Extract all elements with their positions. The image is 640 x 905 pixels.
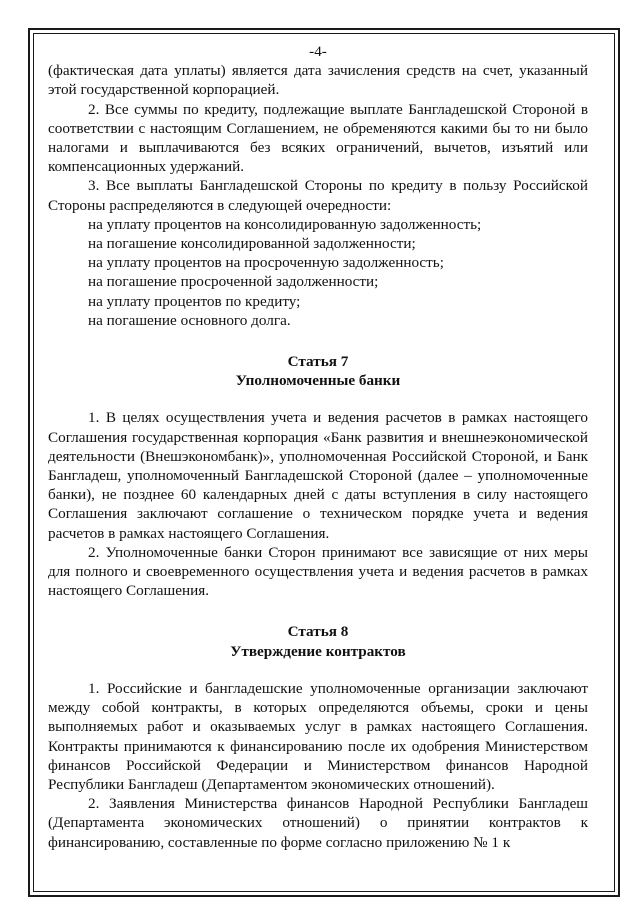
list-item: на погашение консолидированной задолженности; (88, 235, 416, 253)
article-7-paragraph-2: 2. Уполномоченные банки Сторон принимают все зависящие от них меры для полного и своевременного осуществления учета и ведения расчетов в рамках настоящего Соглашения. (48, 543, 588, 600)
article-8-paragraph-1: 1. Российские и бангладешские уполномоченные организации заключают между собой контракты, в которых определяются объемы, сроки и цены выполняемых работ и оказываемых услуг в рамках настоящего Соглашения. Контракты принимаются к финансированию после их одобрения Министерством финансов Российской Федерации и Министерством финансов Народной Республики Бангладеш (Департаментом экономических отношений). (48, 679, 588, 793)
continuation-paragraph: (фактическая дата уплаты) является дата зачисления средств на счет, указанный этой государственной корпорацией. (48, 62, 588, 99)
paragraph-3: 3. Все выплаты Бангладешской Стороны по кредиту в пользу Российской Стороны распределяются в следующей очередности: (48, 177, 588, 214)
list-item: на уплату процентов на просроченную задолженность; (88, 254, 444, 272)
payment-order-list (48, 215, 588, 330)
list-item: на погашение основного долга. (88, 311, 291, 329)
list-item: на уплату процентов на консолидированную задолженность; (88, 215, 482, 233)
page-number: -4- (309, 43, 327, 60)
article-7-paragraph-1: 1. В целях осуществления учета и ведения расчетов в рамках настоящего Соглашения государственная корпорация «Банк развития и внешнеэкономической деятельности (Внешэкономбанк)», уполномоченная Российской Стороной, и Банк Бангладеш, уполномоченный Бангладешской Стороной (далее – уполномоченные банки), не позднее 60 календарных дней с даты вступления в силу настоящего Соглашения заключают соглашение о техническом порядке учета и ведения расчетов в рамках настоящего Соглашения. (48, 409, 588, 542)
article-8-number: Статья 8 (287, 623, 349, 641)
article-8-title: Утверждение контрактов (230, 642, 406, 660)
list-item: на уплату процентов по кредиту; (88, 292, 301, 310)
document-body (48, 42, 588, 852)
paragraph-2: 2. Все суммы по кредиту, подлежащие выплате Бангладешской Стороной в соответствии с настоящим Соглашением, не обременяются какими бы то ни было налогами и выплачиваются без всяких ограничений, вычетов, изъятий или компенсационных удержаний. (48, 100, 588, 176)
list-item: на погашение просроченной задолженности; (88, 273, 379, 291)
article-8-paragraph-2: 2. Заявления Министерства финансов Народной Республики Бангладеш (Департамента экономических отношений) о принятии контрактов к финансированию, составленные по форме согласно приложению № 1 к (48, 795, 588, 851)
article-7-title: Уполномоченные банки (235, 372, 401, 390)
article-7-number: Статья 7 (287, 353, 349, 371)
